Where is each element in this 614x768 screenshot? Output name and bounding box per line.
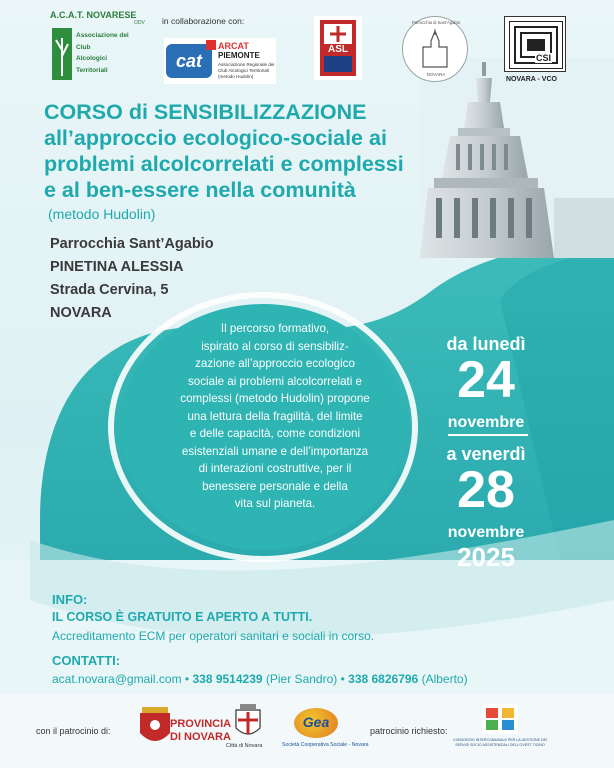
dome-illustration-icon [420,58,614,258]
description-line: ispirato al corso di sensibiliz- [201,339,349,353]
info-ecm: Accreditamento ECM per operatori sanitari e sociali in corso. [52,629,375,643]
patronage-label: con il patrocinio di: [36,726,111,736]
acat-code: ODV [134,20,145,26]
description-line: vita sul pianeta. [234,497,316,510]
acat-sub2: Club [76,43,91,51]
date-to-label: a venerdì [446,444,526,464]
venue-line-3: Strada Cervina, 5 [50,282,169,298]
description-line: e delle capacità, come condizioni [189,427,361,440]
description-line: una lettura della fragilità, del limite [187,409,363,423]
description-line: esistenziali umane e dell’importanza [181,444,369,458]
description-line: benessere personale e della [202,479,348,493]
arcat-desc1: Associazione Regionale dei [218,62,275,67]
provincia-text [170,718,231,744]
date-year: 2025 [457,542,515,572]
provincia-crest-icon [138,705,172,749]
parish-seal [402,16,468,82]
contacts-heading: CONTATTI: [52,653,121,668]
date-from-label: da lunedì [446,334,526,354]
venue-line-4: NOVARA [50,305,112,321]
consorzio-logo-icon [482,704,518,734]
csi-caption: NOVARA - VCO [506,76,557,83]
date-from-day: 24 [457,351,515,409]
venue-line-1: Parrocchia Sant’Agabio [50,236,214,252]
citta-novara-crest-icon [234,704,262,740]
requested-label: patrocinio richiesto: [370,726,448,736]
acat-tree-icon [52,28,72,80]
acat-sub1: Associazione dei [76,32,129,39]
church-icon [417,29,453,69]
contact-phone-2[interactable]: 338 6826796 [348,672,419,686]
arcat-red-mark [206,40,216,50]
collab-label: in collaborazione con: [162,16,245,26]
date-divider [448,434,528,436]
consorzio-caption: CONSORZIO INTERCOMUNALE PER LA GESTIONE DEI SERVIZI SOCIO ASSISTENZIALI DELL'OVEST TICINO [452,738,548,747]
arcat-desc2: Club Alcologici Territoriali [218,68,269,73]
csi-logo [504,16,566,72]
csi-text: CSI [536,53,552,63]
acat-logo [50,10,154,86]
info-heading: INFO: [52,592,88,607]
contact-email[interactable]: acat.novara@gmail.com [52,672,182,686]
contact-name-2: (Alberto) [421,672,468,686]
contact-separator: • [340,672,345,686]
arcat-region: PIEMONTE [218,51,260,60]
gea-logo-text: Gea [302,714,330,730]
title-line-1: CORSO di SENSIBILIZZAZIONE [44,100,367,124]
asl-text: ASL [328,44,348,55]
contact-phone-1[interactable]: 338 9514239 [192,672,263,686]
title-line-4: e al ben-essere nella comunità [44,178,356,202]
acat-sub3: Alcologici [76,55,108,62]
description-line: sociale ai problemi alcolcorrelati e [188,374,362,388]
description-line: Il percorso formativo, [220,322,330,335]
arcat-name: ARCAT [218,41,249,51]
date-to-month: novembre [447,524,525,541]
venue-line-2: PINETINA ALESSIA [50,259,184,275]
contact-separator: • [184,672,190,686]
citta-novara-caption: Città di Novara [226,743,263,749]
description-text [164,320,386,513]
title-method: (metodo Hudolin) [48,206,156,222]
contacts-line [52,672,468,686]
provincia-line-2: DI NOVARA [170,731,231,743]
arcat-desc3: (metodo Hudolin) [218,74,254,79]
description-line: complessi (metodo Hudolin) propone [180,392,370,405]
description-line: di interazioni costruttive, per il [198,462,352,475]
title-line-2: all’approccio ecologico-sociale ai [44,126,387,150]
arcat-badge: cat [166,44,212,78]
gea-caption: Società Cooperativa Sociale - Novara [282,742,369,748]
info-free: IL CORSO È GRATUITO E APERTO A TUTTI. [52,610,313,624]
provincia-line-1: PROVINCIA [170,718,232,730]
arcat-logo [164,38,276,84]
date-from-month: novembre [447,414,525,431]
acat-name: A.C.A.T. NOVARESE [50,10,137,20]
parish-seal-text: Parrocchia di Sant'Agabio [411,20,461,25]
date-to-day: 28 [457,461,515,519]
parish-seal-city: NOVARA [426,72,446,77]
description-line: zazione all’approccio ecologico [195,357,355,370]
title-line-3: problemi alcolcorrelati e complessi [44,152,404,176]
contact-name-1: (Pier Sandro) [265,672,338,686]
acat-sub4: Territoriali [76,66,108,74]
